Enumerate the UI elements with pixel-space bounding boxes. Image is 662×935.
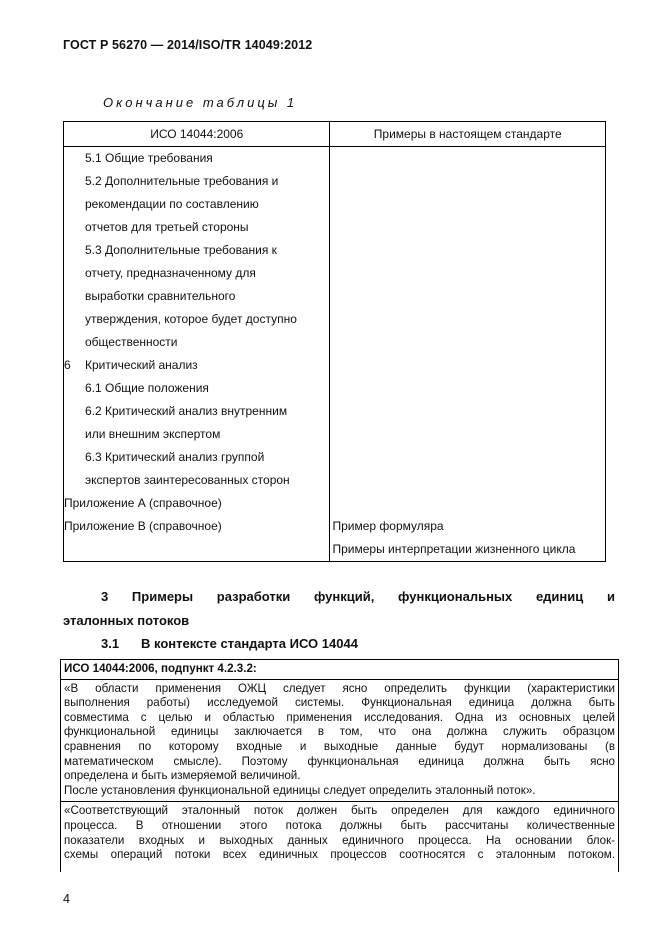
table-line: 6.2 Критический анализ внутренним bbox=[85, 404, 288, 418]
heading-word: разработки bbox=[216, 589, 291, 604]
table-left-cell bbox=[64, 515, 330, 562]
table-line: отчетов для третьей стороны bbox=[85, 220, 249, 234]
table-line: или внешним экспертом bbox=[85, 427, 221, 441]
table-line: выработки сравнительного bbox=[85, 289, 236, 303]
table-line: общественности bbox=[85, 335, 178, 349]
quote-box bbox=[60, 659, 619, 872]
quote-line: выполнения работы) исследуемой системы. Функциональная единица должна быть bbox=[64, 696, 615, 710]
quote-paragraph-2 bbox=[61, 802, 618, 863]
annex-b-label: Приложение В (справочное) bbox=[64, 519, 222, 533]
clause-title: Критический анализ bbox=[85, 358, 198, 372]
table-line: рекомендации по составлению bbox=[85, 197, 259, 211]
quote-line: После установления функциональной единицы следует определить эталонный поток». bbox=[64, 783, 536, 797]
section-number: 3.1 bbox=[101, 636, 120, 651]
table-right-cell bbox=[330, 147, 606, 516]
section-3-heading bbox=[63, 585, 615, 633]
column-header-iso: ИСО 14044:2006 bbox=[64, 122, 330, 147]
table-line: 6.3 Критический анализ группой bbox=[85, 450, 265, 464]
quote-line: определена и быть измеряемой величиной. bbox=[64, 769, 301, 783]
quote-line: показатели входных и выходных данных единичного процесса. На основании блок- bbox=[64, 833, 615, 847]
section-title: В контексте стандарта ИСО 14044 bbox=[141, 636, 358, 651]
table-line: 5.2 Дополнительные требования и bbox=[85, 174, 279, 188]
table-left-cell bbox=[64, 147, 330, 516]
table-line: отчету, предназначенному для bbox=[85, 266, 256, 280]
section-3-1-heading bbox=[101, 636, 358, 651]
table-line: 5.3 Дополнительные требования к bbox=[85, 243, 277, 257]
quote-line: совместима с целью и областью применения исследования. Одна из основных целей bbox=[64, 710, 615, 724]
table-caption: Окончание таблицы 1 bbox=[103, 95, 298, 110]
table-line: 6.1 Общие положения bbox=[85, 381, 209, 395]
heading-line-2: эталонных потоков bbox=[63, 613, 190, 628]
table-line-empty bbox=[64, 538, 329, 561]
quote-paragraph-1 bbox=[61, 680, 618, 800]
column-header-examples: Примеры в настоящем стандарте bbox=[330, 122, 606, 147]
table-line: утверждения, которое будет доступно bbox=[85, 312, 297, 326]
quote-line: функциональной единицы заключается в том, что она должна служить образцом bbox=[64, 725, 615, 739]
annex-a-label: Приложение А (справочное) bbox=[64, 496, 222, 510]
clause-number: 6 bbox=[64, 358, 71, 372]
heading-word: функций, bbox=[313, 589, 375, 604]
section-number: 3 bbox=[101, 589, 109, 604]
quote-line: математическом смысле). Поэтому функциональная единица должна быть ясно bbox=[64, 754, 615, 768]
quote-line: «В области применения ОЖЦ следует ясно определить функции (характеристики bbox=[64, 681, 615, 695]
page-number: 4 bbox=[63, 892, 70, 906]
table-line-numbered bbox=[64, 354, 329, 377]
correspondence-table bbox=[63, 121, 606, 562]
table-line: экспертов заинтересованных сторон bbox=[85, 473, 290, 487]
quote-heading: ИСО 14044:2006, подпункт 4.2.3.2: bbox=[61, 660, 618, 680]
quote-line: «Соответствующий эталонный поток должен быть определен для каждого единичного bbox=[64, 804, 615, 818]
heading-word: функциональных bbox=[398, 589, 513, 604]
heading-word: Примеры bbox=[131, 589, 194, 604]
heading-word: и bbox=[606, 589, 615, 604]
quote-line: схемы операций потоки всех единичных процессов соотносятся с эталонным потоком. bbox=[64, 848, 615, 862]
table-right-cell bbox=[330, 515, 606, 562]
example-item: Пример формуляра bbox=[332, 519, 444, 533]
quote-line: процесса. В отношении этого потока должны быть рассчитаны количественные bbox=[64, 818, 615, 832]
example-item: Примеры интерпретации жизненного цикла bbox=[332, 542, 576, 556]
quote-line: сравнения по которому входные и выходные данные будут нормализованы (в bbox=[64, 739, 615, 753]
heading-word: единиц bbox=[535, 589, 584, 604]
document-header: ГОСТ Р 56270 — 2014/ISO/TR 14049:2012 bbox=[63, 38, 313, 52]
table-line: 5.1 Общие требования bbox=[85, 151, 213, 165]
